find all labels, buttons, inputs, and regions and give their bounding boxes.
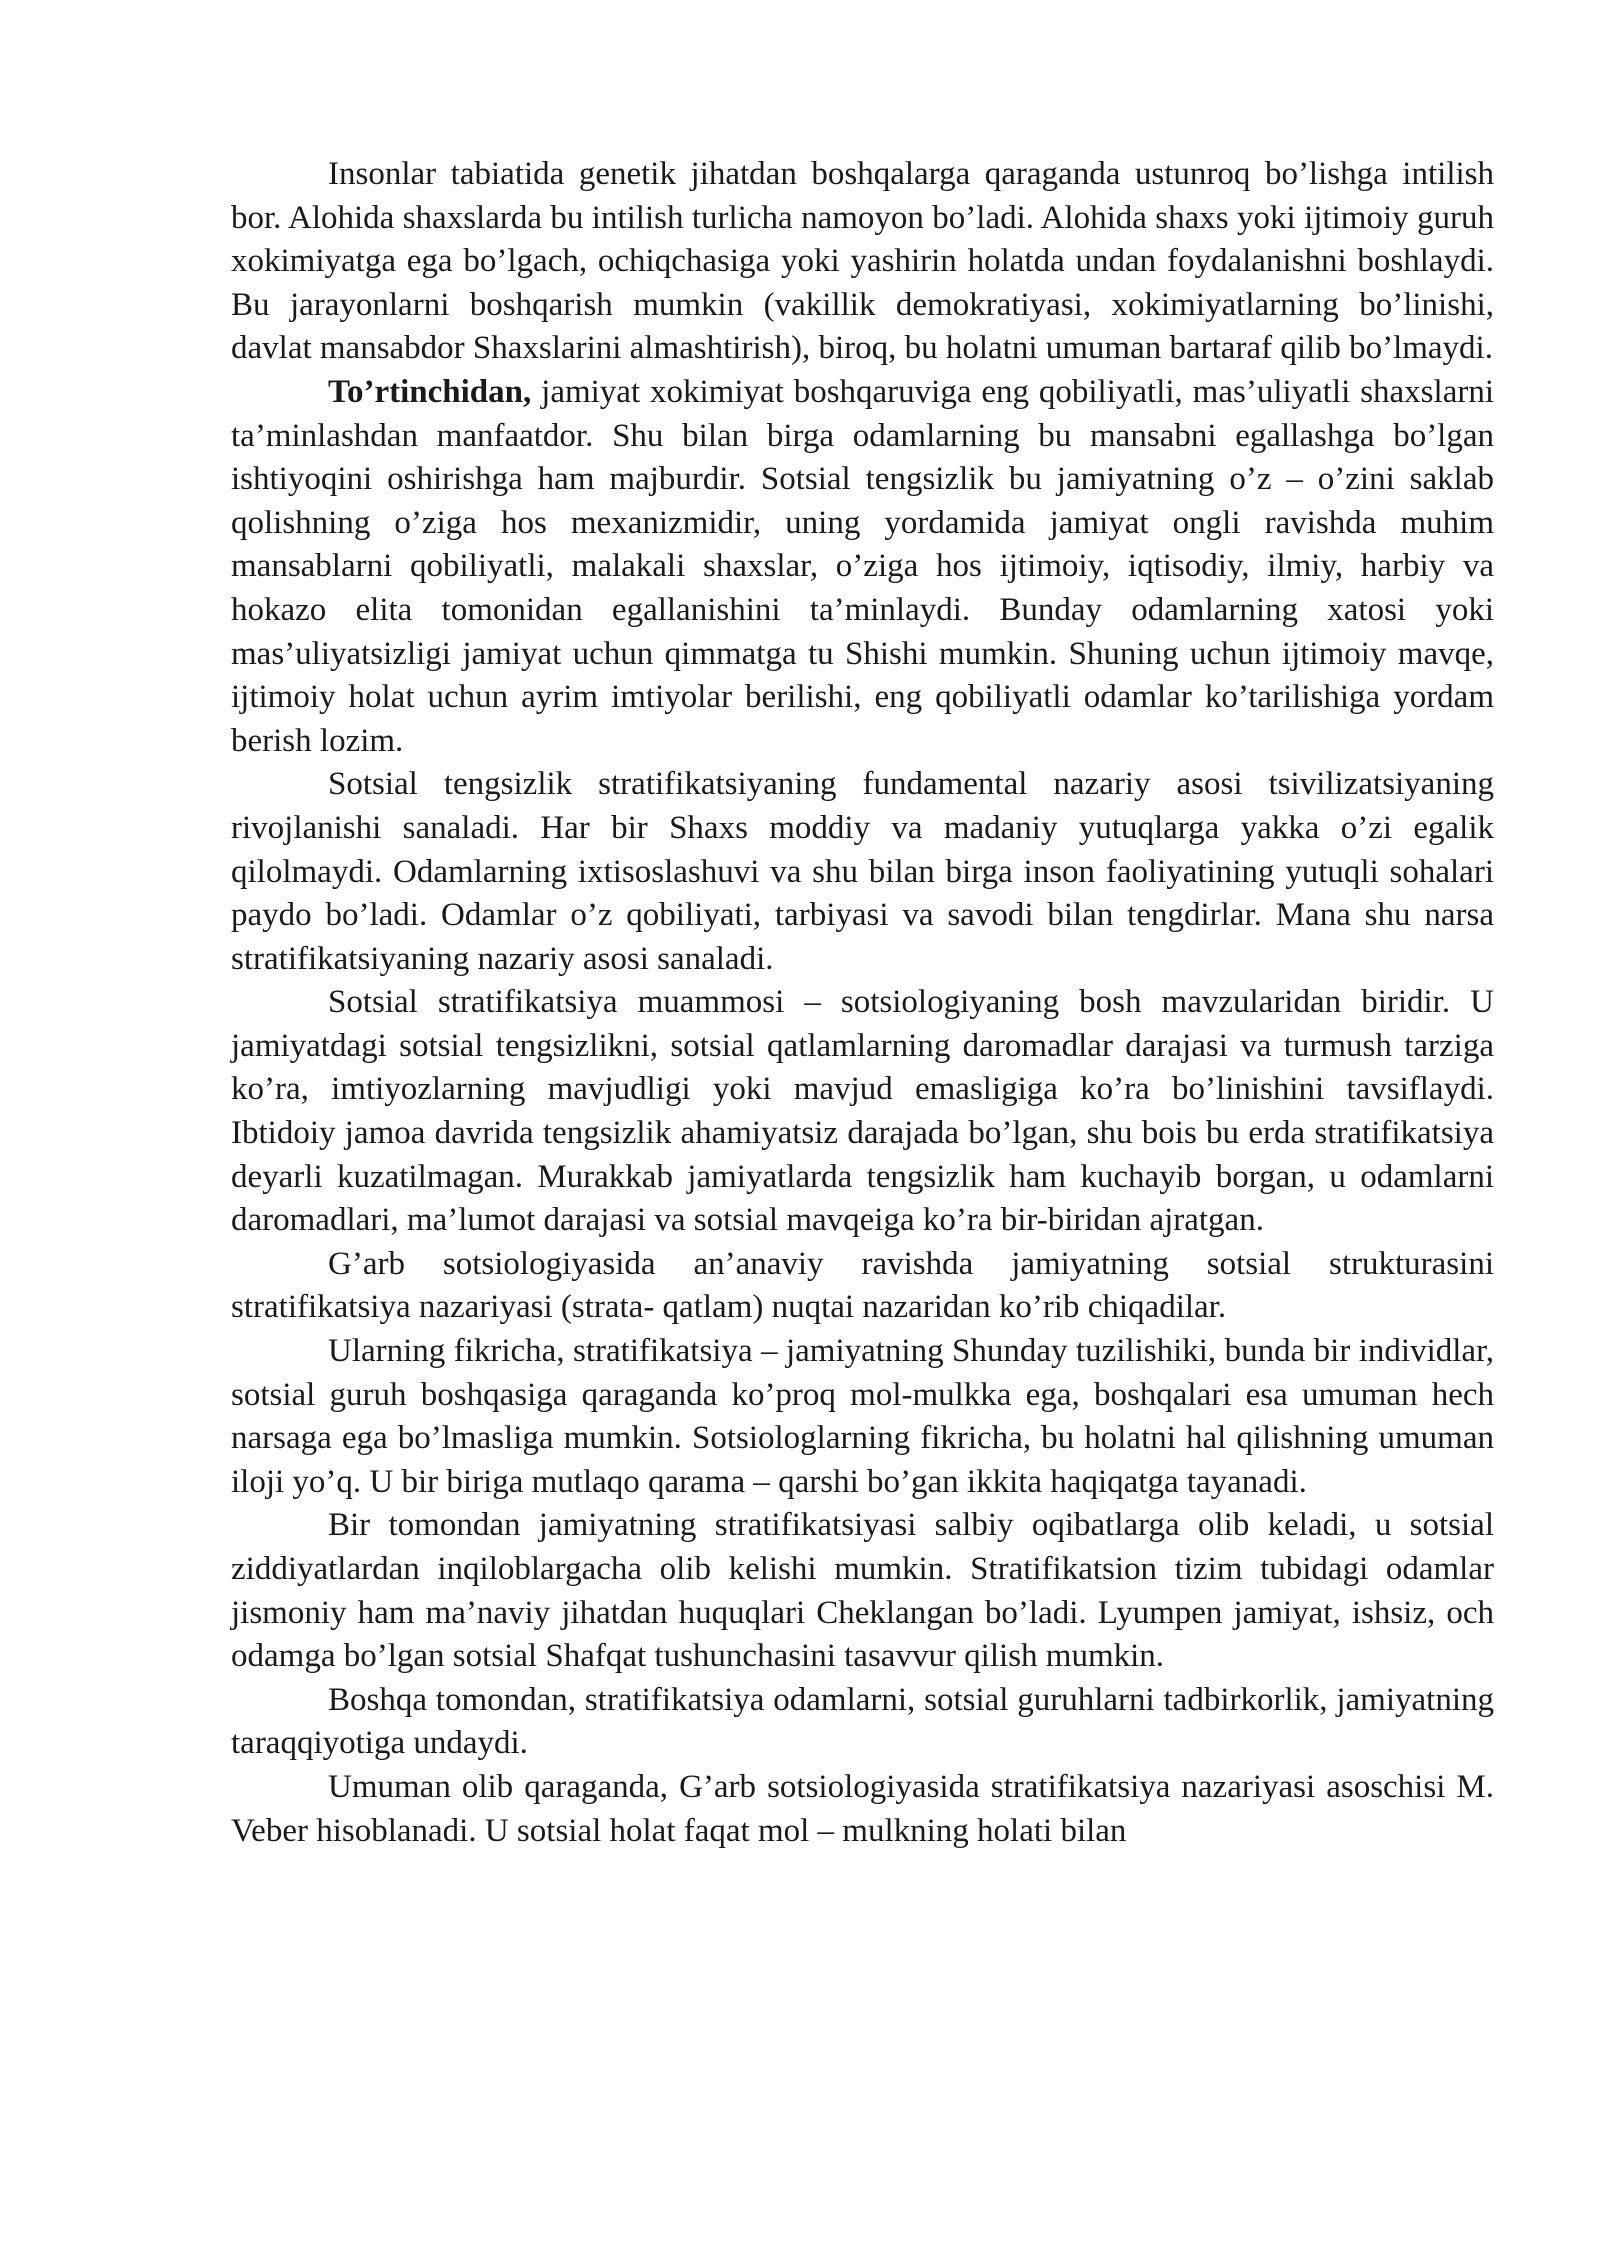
paragraph-text: G’arb sotsiologiyasida an’anaviy ravishda jamiyatning sotsial strukturasini stratifikatsiya nazariyasi (strata- qatlam) nuqtai nazaridan ko’rib chiqadilar. <box>231 1245 1494 1326</box>
paragraph-western-sociology <box>231 1243 1494 1330</box>
paragraph-stratification-problem <box>231 981 1494 1243</box>
paragraph-text: Boshqa tomondan, stratifikatsiya odamlarni, sotsial guruhlarni tadbirkorlik, jamiyatning taraqqiyotiga undaydi. <box>231 1681 1494 1762</box>
document-body <box>231 153 1494 1853</box>
paragraph-fourthly <box>231 371 1494 763</box>
paragraph-weber <box>231 1766 1494 1853</box>
paragraph-text: Sotsial stratifikatsiya muammosi – sotsiologiyaning bosh mavzularidan biridir. U jamiyatdagi sotsial tengsizlikni, sotsial qatlamlarning daromadlar darajasi va turmush tarziga ko’ra, imtiyozlarning mavjudligi yoki mavjud emasligiga ko’ra bo’linishini tavsiflaydi. Ibtidoiy jamoa davrida tengsizlik ahamiyatsiz darajada bo’lgan, shu bois bu erda stratifikatsiya deyarli kuzatilmagan. Murakkab jamiyatlarda tengsizlik ham kuchayib borgan, u odamlarni daromadlari, ma’lumot darajasi va sotsial mavqeiga ko’ra bir-biridan ajratgan. <box>231 984 1494 1239</box>
paragraph-text: Insonlar tabiatida genetik jihatdan boshqalarga qaraganda ustunroq bo’lishga intilish bor. Alohida shaxslarda bu intilish turlicha namoyon bo’ladi. Alohida shaxs yoki ijtimoiy guruh xokimiyatga ega bo’lgach, ochiqchasiga yoki yashirin holatda undan foydalanishni boshlaydi. Bu jarayonlarni boshqarish mumkin (vakillik demokratiyasi, xokimiyatlarning bo’linishi, davlat mansabdor Shaxslarini almashtirish), biroq, bu holatni umuman bartaraf qilib bo’lmaydi. <box>231 156 1494 367</box>
paragraph-one-hand <box>231 1504 1494 1678</box>
paragraph-text: Ularning fikricha, stratifikatsiya – jamiyatning Shunday tuzilishiki, bunda bir individlar, sotsial guruh boshqasiga qaraganda ko’proq mol-mulkka ega, boshqalari esa umuman hech narsaga ega bo’lmasliga mumkin. Sotsiologlarning fikricha, bu holatni hal qilishning umuman iloji yo’q. U bir biriga mutlaqo qarama – qarshi bo’gan ikkita haqiqatga tayanadi. <box>231 1333 1494 1500</box>
paragraph-other-hand <box>231 1679 1494 1766</box>
paragraph-text: Umuman olib qaraganda, G’arb sotsiologiyasida stratifikatsiya nazariyasi asoschisi M. Veber hisoblanadi. U sotsial holat faqat mol – mulkning holati bilan <box>231 1768 1494 1849</box>
paragraph-text: Sotsial tengsizlik stratifikatsiyaning fundamental nazariy asosi tsivilizatsiyaning rivojlanishi sanaladi. Har bir Shaxs moddiy va madaniy yutuqlarga yakka o’zi egalik qilolmaydi. Odamlarning ixtisoslashuvi va shu bilan birga inson faoliyatining yutuqli sohalari paydo bo’ladi. Odamlar o’z qobiliyati, tarbiyasi va savodi bilan tengdirlar. Mana shu narsa stratifikatsiyaning nazariy asosi sanaladi. <box>231 766 1494 977</box>
paragraph-genetic-drive <box>231 153 1494 371</box>
paragraph-their-opinion <box>231 1330 1494 1504</box>
paragraph-lead: To’rtinchidan, <box>328 373 532 410</box>
paragraph-theoretical-basis <box>231 763 1494 981</box>
paragraph-text: Bir tomondan jamiyatning stratifikatsiyasi salbiy oqibatlarga olib keladi, u sotsial ziddiyatlardan inqiloblargacha olib kelishi mumkin. Stratifikatsion tizim tubidagi odamlar jismoniy ham ma’naviy jihatdan huquqlari Cheklangan bo’ladi. Lyumpen jamiyat, ishsiz, och odamga bo’lgan sotsial Shafqat tushunchasini tasavvur qilish mumkin. <box>231 1507 1494 1675</box>
paragraph-text: jamiyat xokimiyat boshqaruviga eng qobiliyatli, mas’uliyatli shaxslarni ta’minlashdan manfaatdor. Shu bilan birga odamlarning bu mansabni egallashga bo’lgan ishtiyoqini oshirishga ham majburdir. Sotsial tengsizlik bu jamiyatning o’z – o’zini saklab qolishning o’ziga hos mexanizmidir, uning yordamida jamiyat ongli ravishda muhim mansablarni qobiliyatli, malakali shaxslar, o’ziga hos ijtimoiy, iqtisodiy, ilmiy, harbiy va hokazo elita tomonidan egallanishini ta’minlaydi. Bunday odamlarning xatosi yoki mas’uliyatsizligi jamiyat uchun qimmatga tu Shishi mumkin. Shuning uchun ijtimoiy mavqe, ijtimoiy holat uchun ayrim imtiyolar berilishi, eng qobiliyatli odamlar ko’tarilishiga yordam berish lozim. <box>231 373 1494 759</box>
